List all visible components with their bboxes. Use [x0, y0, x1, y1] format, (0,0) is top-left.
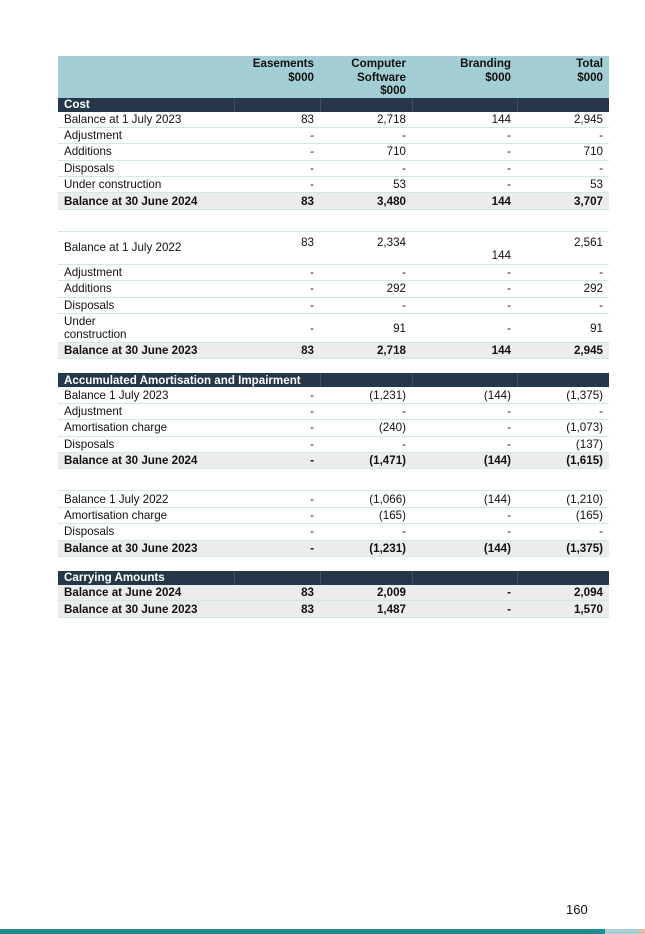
- cell-total: 2,945: [517, 112, 609, 128]
- cell-software: (1,231): [320, 387, 412, 403]
- row-label: Balance at 30 June 2023: [58, 343, 234, 359]
- row-label: Balance at 30 June 2023: [58, 540, 234, 556]
- spacer-row: [58, 359, 609, 374]
- spacer-row: [58, 209, 609, 231]
- cell-software: 2,334: [320, 231, 412, 264]
- cell-software: (1,066): [320, 491, 412, 507]
- table-row: [58, 297, 609, 313]
- cell-total: 710: [517, 144, 609, 160]
- row-label: Under construction: [58, 314, 234, 343]
- cell-branding: -: [412, 144, 517, 160]
- cell-branding: -: [412, 507, 517, 523]
- row-label: Additions: [58, 144, 234, 160]
- total-row: [58, 193, 609, 209]
- cell-branding: -: [412, 314, 517, 343]
- cell-total: -: [517, 403, 609, 419]
- row-label: Additions: [58, 281, 234, 297]
- cell-easements: -: [234, 281, 320, 297]
- cell-branding: (144): [412, 491, 517, 507]
- cell-software: (240): [320, 420, 412, 436]
- cell-total: -: [517, 127, 609, 143]
- row-label: Balance at 30 June 2024: [58, 193, 234, 209]
- cell-total: (165): [517, 507, 609, 523]
- footer-bar-tip: [639, 929, 645, 934]
- cell-software: (1,471): [320, 452, 412, 468]
- cell-total: -: [517, 160, 609, 176]
- cell-branding: -: [412, 403, 517, 419]
- cell-software: 292: [320, 281, 412, 297]
- cell-software: 2,718: [320, 343, 412, 359]
- spacer-row: [58, 556, 609, 571]
- cell-easements: -: [234, 387, 320, 403]
- cell-software: 2,718: [320, 112, 412, 128]
- cell-total: (1,375): [517, 540, 609, 556]
- row-label: Adjustment: [58, 264, 234, 280]
- table-row: [58, 177, 609, 193]
- row-label: Adjustment: [58, 403, 234, 419]
- cell-easements: 83: [234, 585, 320, 601]
- total-row: [58, 601, 609, 617]
- row-label: Disposals: [58, 524, 234, 540]
- cell-software: 2,009: [320, 585, 412, 601]
- cell-easements: 83: [234, 231, 320, 264]
- table-row: [58, 127, 609, 143]
- cell-total: -: [517, 297, 609, 313]
- cell-easements: -: [234, 420, 320, 436]
- cell-easements: 83: [234, 343, 320, 359]
- cell-total: 91: [517, 314, 609, 343]
- row-label: Balance at 30 June 2023: [58, 601, 234, 617]
- cell-total: 2,094: [517, 585, 609, 601]
- total-row: [58, 585, 609, 601]
- cell-software: -: [320, 264, 412, 280]
- row-label: Balance at 30 June 2024: [58, 452, 234, 468]
- row-label: Disposals: [58, 297, 234, 313]
- cell-easements: -: [234, 436, 320, 452]
- total-row: [58, 343, 609, 359]
- cell-software: -: [320, 524, 412, 540]
- header-total: Total $000: [517, 56, 609, 98]
- table-row: [58, 387, 609, 403]
- cell-branding: -: [412, 420, 517, 436]
- total-row: [58, 540, 609, 556]
- cell-total: (1,615): [517, 452, 609, 468]
- cell-easements: 83: [234, 112, 320, 128]
- table-row: [58, 403, 609, 419]
- cell-total: (137): [517, 436, 609, 452]
- footer-bar: [0, 929, 645, 934]
- header-branding: Branding $000: [412, 56, 517, 98]
- cell-branding: 144: [412, 112, 517, 128]
- cell-total: 1,570: [517, 601, 609, 617]
- cell-software: 1,487: [320, 601, 412, 617]
- table-row: [58, 264, 609, 280]
- cell-branding: -: [412, 160, 517, 176]
- total-row: [58, 452, 609, 468]
- cell-software: -: [320, 403, 412, 419]
- cell-branding: -: [412, 585, 517, 601]
- cell-easements: -: [234, 452, 320, 468]
- section-header-accumulated-amortisation: [58, 373, 609, 387]
- cell-easements: -: [234, 524, 320, 540]
- cell-software: -: [320, 127, 412, 143]
- row-label: Disposals: [58, 160, 234, 176]
- row-label: Balance at 1 July 2023: [58, 112, 234, 128]
- cell-easements: 83: [234, 193, 320, 209]
- cell-branding: -: [412, 601, 517, 617]
- section-title: Carrying Amounts: [58, 571, 234, 585]
- cell-total: 2,945: [517, 343, 609, 359]
- cell-branding: (144): [412, 387, 517, 403]
- cell-software: (1,231): [320, 540, 412, 556]
- cell-easements: -: [234, 297, 320, 313]
- cell-easements: -: [234, 540, 320, 556]
- row-label: Balance 1 July 2023: [58, 387, 234, 403]
- spacer-row: [58, 469, 609, 491]
- cell-total: (1,210): [517, 491, 609, 507]
- cell-branding: (144): [412, 540, 517, 556]
- cell-easements: -: [234, 403, 320, 419]
- cell-branding: 144: [412, 231, 517, 264]
- row-label: Adjustment: [58, 127, 234, 143]
- header-easements: Easements $000: [234, 56, 320, 98]
- cell-easements: -: [234, 160, 320, 176]
- table-row: [58, 231, 609, 264]
- row-label: Balance at June 2024: [58, 585, 234, 601]
- cell-easements: -: [234, 491, 320, 507]
- section-header-cost: [58, 98, 609, 112]
- section-title: Cost: [58, 98, 234, 112]
- cell-easements: -: [234, 264, 320, 280]
- cell-branding: -: [412, 177, 517, 193]
- page-number: 160: [566, 902, 588, 917]
- cell-software: -: [320, 436, 412, 452]
- cell-software: 3,480: [320, 193, 412, 209]
- cell-software: -: [320, 297, 412, 313]
- cell-software: 53: [320, 177, 412, 193]
- section-header-carrying-amounts: [58, 571, 609, 585]
- cell-software: (165): [320, 507, 412, 523]
- table-row: [58, 436, 609, 452]
- table-row: [58, 507, 609, 523]
- cell-software: 710: [320, 144, 412, 160]
- cell-branding: -: [412, 264, 517, 280]
- table-header-row: [58, 56, 609, 98]
- table-row: [58, 144, 609, 160]
- cell-total: (1,375): [517, 387, 609, 403]
- cell-branding: 144: [412, 343, 517, 359]
- table-row: [58, 281, 609, 297]
- intangible-assets-table: [58, 56, 609, 618]
- cell-total: 292: [517, 281, 609, 297]
- table-row: [58, 314, 609, 343]
- table-row: [58, 160, 609, 176]
- cell-total: -: [517, 524, 609, 540]
- cell-easements: -: [234, 314, 320, 343]
- header-label-cell: [58, 56, 234, 98]
- cell-software: 91: [320, 314, 412, 343]
- cell-branding: -: [412, 436, 517, 452]
- cell-software: -: [320, 160, 412, 176]
- cell-branding: (144): [412, 452, 517, 468]
- table-row: [58, 420, 609, 436]
- cell-branding: -: [412, 524, 517, 540]
- cell-total: 3,707: [517, 193, 609, 209]
- cell-easements: -: [234, 507, 320, 523]
- row-label: Under construction: [58, 177, 234, 193]
- cell-easements: -: [234, 177, 320, 193]
- row-label: Amortisation charge: [58, 420, 234, 436]
- cell-total: (1,073): [517, 420, 609, 436]
- table-row: [58, 112, 609, 128]
- cell-total: 2,561: [517, 231, 609, 264]
- header-computer-software: Computer Software $000: [320, 56, 412, 98]
- row-label: Balance at 1 July 2022: [58, 231, 234, 264]
- cell-total: 53: [517, 177, 609, 193]
- cell-easements: -: [234, 144, 320, 160]
- cell-branding: -: [412, 297, 517, 313]
- cell-branding: 144: [412, 193, 517, 209]
- row-label: Disposals: [58, 436, 234, 452]
- row-label: Amortisation charge: [58, 507, 234, 523]
- cell-branding: -: [412, 127, 517, 143]
- cell-total: -: [517, 264, 609, 280]
- cell-easements: -: [234, 127, 320, 143]
- table-row: [58, 524, 609, 540]
- table-row: [58, 491, 609, 507]
- cell-easements: 83: [234, 601, 320, 617]
- cell-branding: -: [412, 281, 517, 297]
- section-title: Accumulated Amortisation and Impairment: [58, 373, 320, 387]
- row-label: Balance 1 July 2022: [58, 491, 234, 507]
